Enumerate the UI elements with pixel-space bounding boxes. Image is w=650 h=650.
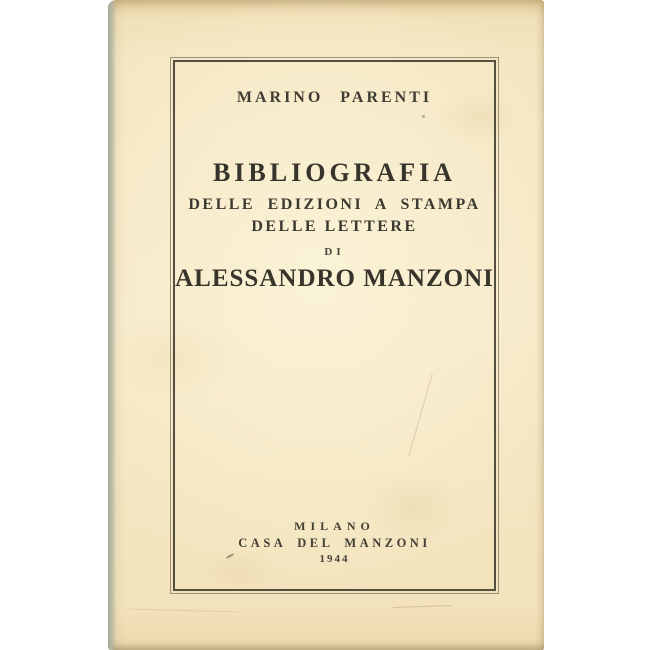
imprint-publisher: CASA DEL MANZONI bbox=[238, 536, 431, 550]
title-connector-di: DI bbox=[324, 246, 345, 258]
border-frame-outer-rule bbox=[170, 57, 499, 594]
title-subtitle-line2: DELLE LETTERE bbox=[251, 218, 418, 235]
author-name: MARINO PARENTI bbox=[236, 89, 433, 106]
border-frame-inner-rule bbox=[173, 60, 496, 591]
paper-crease-faint bbox=[124, 608, 244, 612]
imprint-year: 1944 bbox=[319, 553, 350, 565]
subject-author-name: ALESSANDRO MANZONI bbox=[175, 265, 494, 292]
imprint-city: MILANO bbox=[294, 519, 375, 533]
title-main: BIBLIOGRAFIA bbox=[212, 158, 457, 187]
title-subtitle-line1: DELLE EDIZIONI A STAMPA bbox=[188, 196, 481, 213]
spine-edge bbox=[108, 0, 116, 650]
book-cover bbox=[108, 0, 544, 650]
paper-scratch bbox=[393, 605, 451, 608]
